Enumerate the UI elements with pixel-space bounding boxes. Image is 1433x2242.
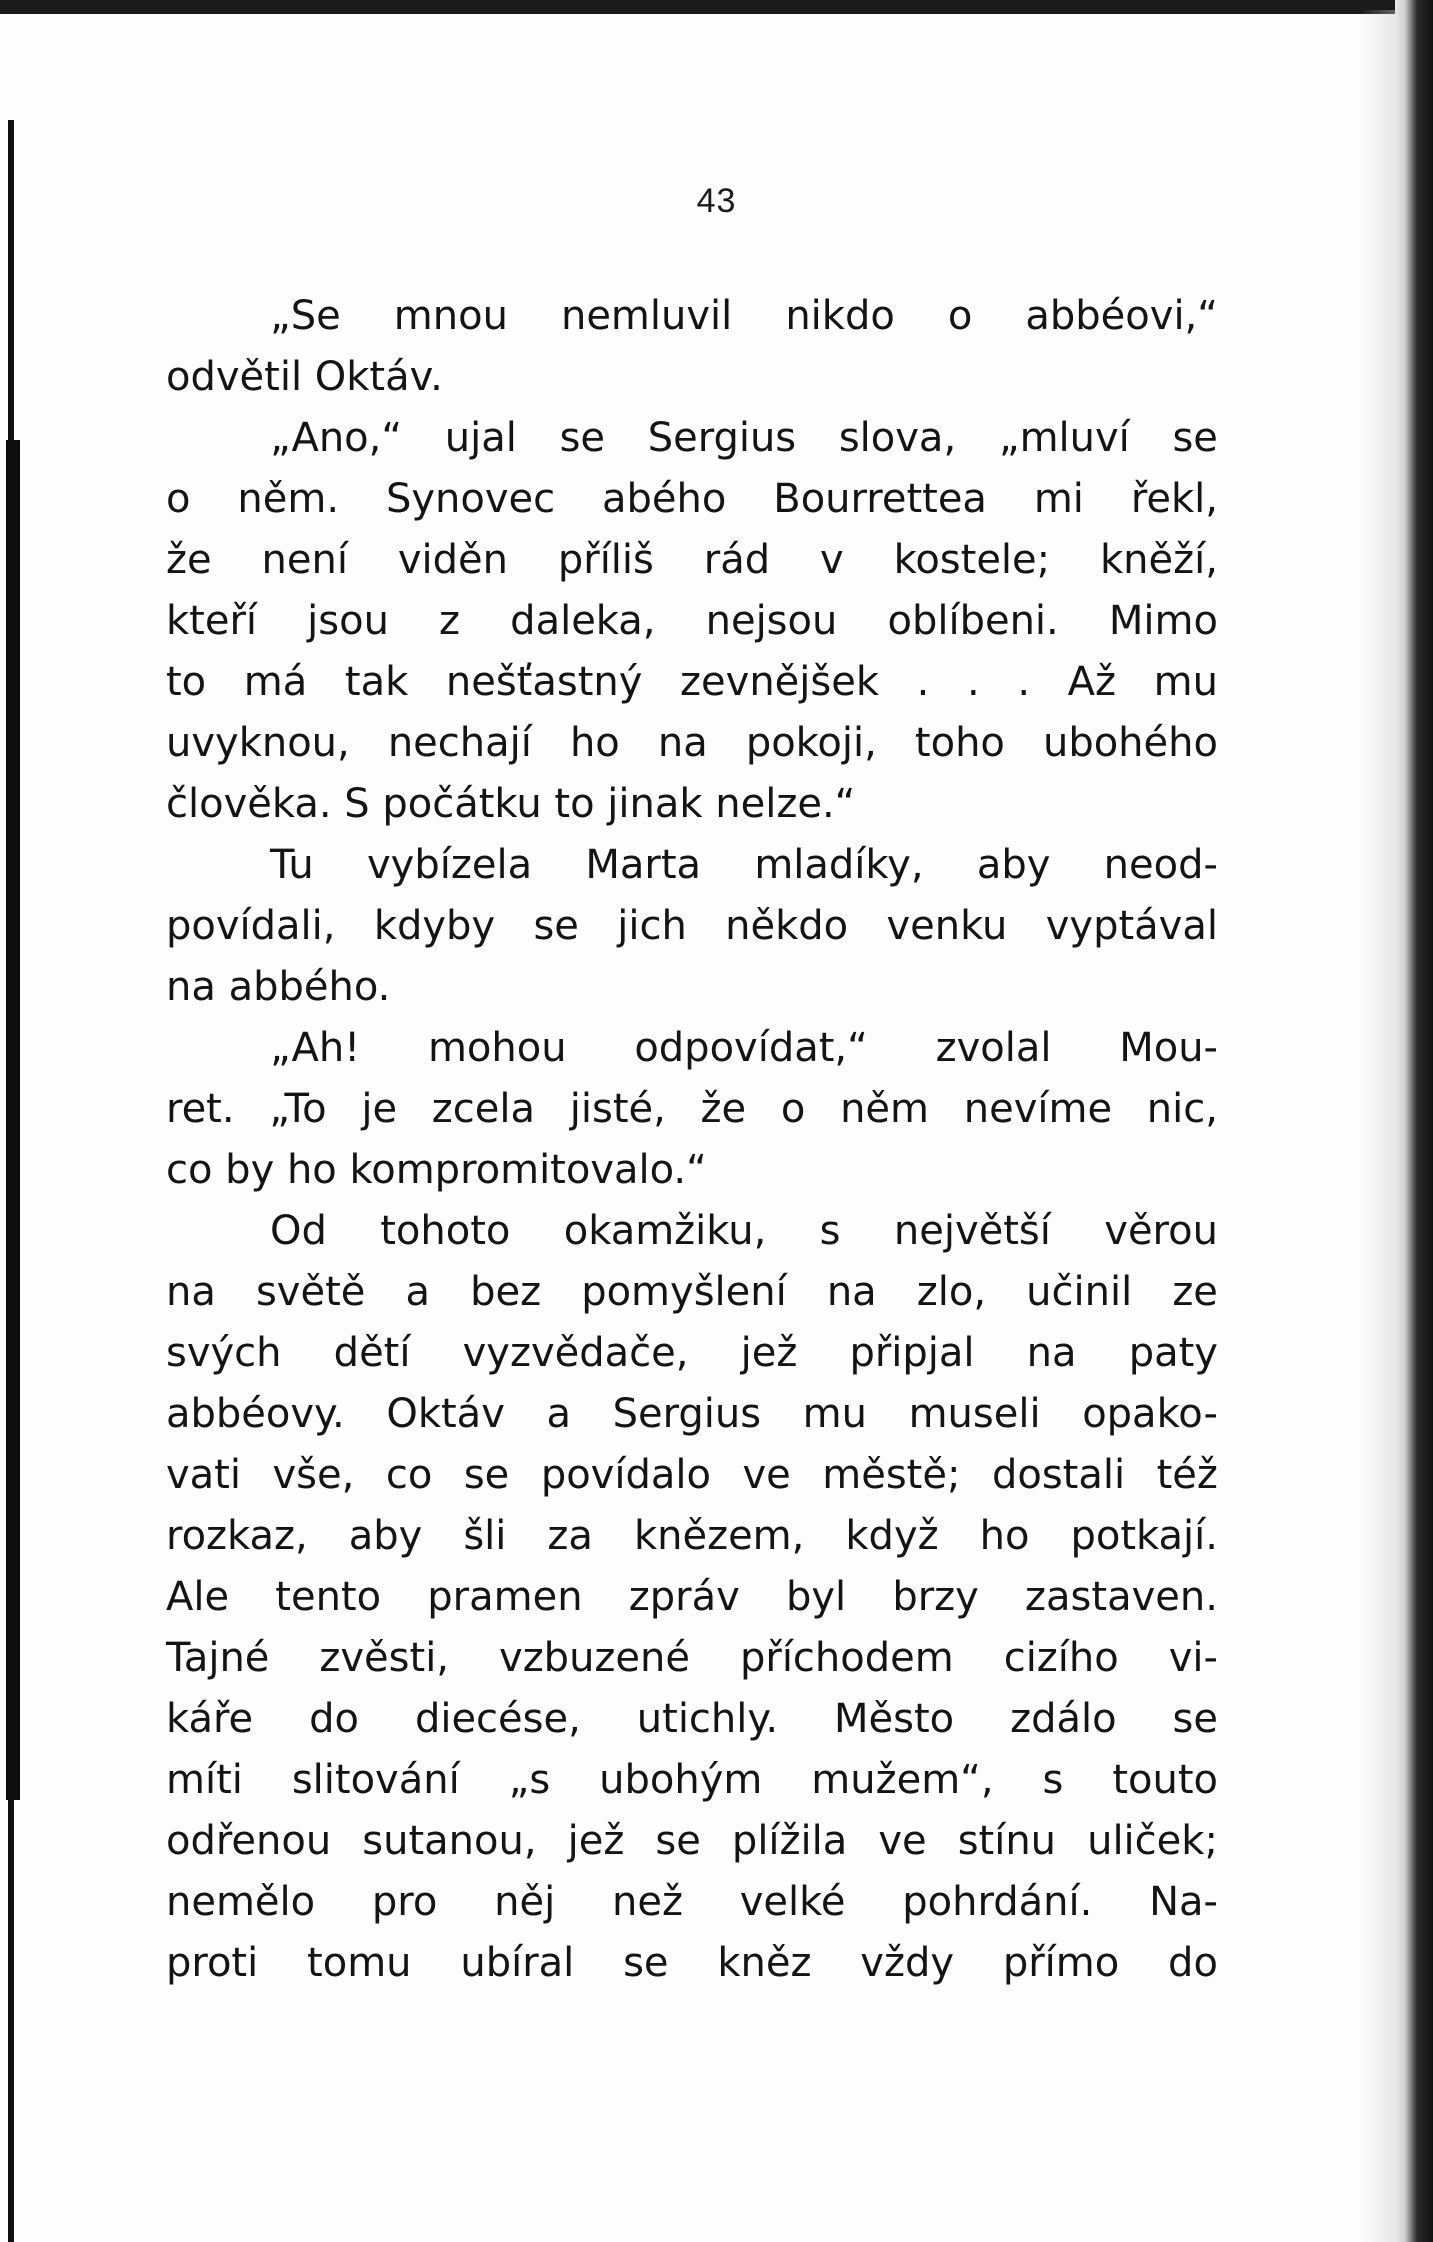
word: uvyknou, [166,720,350,766]
word: ubohého [1042,720,1218,766]
word: kněz [717,1940,812,1986]
word: nic, [1146,1086,1218,1132]
word: slova, [838,415,957,461]
word: nemluvil [560,293,733,339]
word: zpráv [628,1574,740,1620]
word: co [385,1452,433,1498]
word: abbéovi,“ [1025,293,1218,339]
word: opako- [1082,1391,1218,1437]
word: vyptával [1045,903,1218,949]
word: viděn [397,537,508,583]
word: se [1172,1696,1218,1742]
text-line [166,1933,1218,1994]
word: pomyšlení [581,1269,787,1315]
text-line [166,286,1218,347]
word: uliček; [1087,1818,1218,1864]
word: povídali, [166,903,336,949]
word: abého [602,476,727,522]
word: povídalo [540,1452,711,1498]
word: ve [878,1818,927,1864]
word: paty [1128,1330,1218,1376]
word: na [826,1269,877,1315]
word: vyzvědače, [462,1330,689,1376]
word: touto [1112,1757,1218,1803]
word: když [845,1513,939,1559]
text-line [166,1384,1218,1445]
word: „Ano,“ [270,415,403,461]
word: odpovídat,“ [634,1025,868,1071]
word: potkají. [1070,1513,1218,1559]
word: vati [166,1452,241,1498]
text-line [166,1018,1218,1079]
word: tento [275,1574,382,1620]
text-line [166,1689,1218,1750]
word: nechají [387,720,532,766]
word: kněží, [1100,537,1218,583]
text-line: člověka. S počátku to jinak nelze.“ [166,781,856,827]
text-line: co by ho kompromitovalo.“ [166,1147,707,1193]
word: tohoto [380,1208,511,1254]
word: cizího [1003,1635,1119,1681]
word: učinil [1026,1269,1133,1315]
scan-border-left-shadow [6,440,20,1800]
word: velké [739,1879,846,1925]
word: o [166,476,191,522]
word: se [463,1452,510,1498]
word: jisté, [569,1086,666,1132]
word: knězem, [633,1513,805,1559]
word: . [1017,659,1031,705]
word: vybízela [367,842,533,888]
word: zastaven. [1025,1574,1218,1620]
scan-border-top [0,0,1433,14]
word: ho [569,720,620,766]
word: pramen [427,1574,583,1620]
word: někdo [725,903,849,949]
page-edge-shadow [1360,10,1398,2242]
word: městě; [822,1452,961,1498]
page-number: 43 [696,182,737,220]
word: něj [494,1879,556,1925]
word: zdálo [1010,1696,1117,1742]
word: a [546,1391,571,1437]
word: příliš [557,537,654,583]
text-line [166,1872,1218,1933]
word: a [405,1269,430,1315]
word: tomu [307,1940,412,1986]
word: slitování [291,1757,460,1803]
text-line: na abbého. [166,964,391,1010]
word: rád [703,537,771,583]
word: neod- [1103,842,1218,888]
text-line [166,1262,1218,1323]
word: utichly. [636,1696,779,1742]
word: . [916,659,930,705]
word: „Ah! [270,1025,361,1071]
word: Tajné [166,1635,270,1681]
word: přímo [1002,1940,1120,1986]
word: Oktáv [386,1391,505,1437]
word: jsou [307,598,389,644]
word: je [361,1086,398,1132]
word: proti [166,1940,259,1986]
word: museli [908,1391,1041,1437]
text-line [166,1811,1218,1872]
word: nikdo [785,293,895,339]
text-line [166,1628,1218,1689]
word: plížila [731,1818,848,1864]
word: bez [470,1269,542,1315]
word: na [657,720,708,766]
body-text [166,286,1218,1994]
word: se [533,903,579,949]
word: zevnějšek [680,659,880,705]
word: nevíme [963,1086,1113,1132]
word: dostali [991,1452,1126,1498]
word: než [611,1879,683,1925]
word: Bourrettea [773,476,987,522]
word: kostele; [893,537,1051,583]
word: byl [785,1574,847,1620]
word: venku [886,903,1008,949]
word: ujal [444,415,517,461]
word: ho [979,1513,1030,1559]
text-line [166,1567,1218,1628]
word: abbéovy. [166,1391,345,1437]
word: Na- [1149,1879,1218,1925]
word: nejsou [705,598,838,644]
word: vždy [860,1940,955,1986]
word: s [1042,1757,1064,1803]
text-line [166,713,1218,774]
word: s [819,1208,841,1254]
word: ze [1172,1269,1218,1315]
word: daleka, [510,598,656,644]
word: jež [740,1330,798,1376]
word: pohrdání. [902,1879,1093,1925]
word: se [655,1818,701,1864]
word: o [780,1086,806,1132]
text-line [166,835,1218,896]
word: okamžiku, [563,1208,767,1254]
word: příchodem [739,1635,954,1681]
word: odřenou [166,1818,332,1864]
word: „mluví [998,415,1130,461]
word: káře [166,1696,254,1742]
text-line [166,1201,1218,1262]
word: jež [567,1818,625,1864]
word: na [166,1269,216,1315]
text-line [166,591,1218,652]
word: aby [976,842,1051,888]
word: v [820,537,844,583]
word: světě [255,1269,366,1315]
word: kteří [166,598,258,644]
word: vše, [272,1452,355,1498]
word: zcela [431,1086,536,1132]
word: mužem“, [811,1757,994,1803]
word: též [1156,1452,1218,1498]
word: . [966,659,980,705]
word: Mou- [1119,1025,1218,1071]
text-line [166,652,1218,713]
word: do [309,1696,359,1742]
word: vzbuzené [499,1635,690,1681]
word: ubohým [599,1757,763,1803]
word: Mimo [1108,598,1218,644]
word: „Se [270,293,341,339]
word: mladíky, [754,842,924,888]
word: na [1026,1330,1077,1376]
word: za [547,1513,593,1559]
word: připjal [849,1330,975,1376]
word: Město [834,1696,955,1742]
word: že [700,1086,747,1132]
word: svých [166,1330,282,1376]
word: to [166,659,207,705]
word: není [261,537,348,583]
text-line [166,1323,1218,1384]
word: sutanou, [362,1818,537,1864]
word: mnou [393,293,508,339]
text-line [166,408,1218,469]
word: se [1172,415,1218,461]
word: o [947,293,973,339]
word: řekl, [1130,476,1218,522]
word: věrou [1104,1208,1218,1254]
word: jich [617,903,687,949]
word: zvěsti, [319,1635,450,1681]
text-line [166,1445,1218,1506]
word: ve [742,1452,791,1498]
word: něm. [237,476,340,522]
word: že [166,537,212,583]
word: Sergius [612,1391,762,1437]
word: zlo, [916,1269,987,1315]
word: nešťastný [445,659,643,705]
word: z [439,598,461,644]
word: vi- [1168,1635,1218,1681]
word: diecése, [414,1696,581,1742]
word: kdyby [373,903,496,949]
word: pokoji, [745,720,877,766]
word: něm [840,1086,930,1132]
word: mohou [427,1025,567,1071]
word: zvolal [935,1025,1052,1071]
word: Tu [270,842,314,888]
word: mi [1033,476,1084,522]
text-line: odvětil Oktáv. [166,354,443,400]
word: stínu [957,1818,1057,1864]
word: mu [1153,659,1218,705]
word: aby [348,1513,423,1559]
word: Sergius [647,415,797,461]
word: tak [344,659,409,705]
text-line [166,1750,1218,1811]
text-line [166,469,1218,530]
word: Od [270,1208,327,1254]
word: se [559,415,606,461]
text-line [166,896,1218,957]
word: rozkaz, [166,1513,308,1559]
word: Až [1067,659,1117,705]
word: šli [463,1513,507,1559]
word: ret. [166,1086,235,1132]
word: dětí [333,1330,411,1376]
word: „s [508,1757,551,1803]
word: brzy [892,1574,979,1620]
word: Marta [585,842,702,888]
word: nemělo [166,1879,316,1925]
word: největší [893,1208,1051,1254]
word: ubíral [460,1940,575,1986]
word: toho [914,720,1005,766]
scan-border-right [1395,0,1433,2242]
word: se [623,1940,669,1986]
text-line [166,1079,1218,1140]
word: Synovec [385,476,556,522]
word: míti [166,1757,243,1803]
word: Ale [166,1574,230,1620]
word: oblíbeni. [887,598,1059,644]
word: do [1168,1940,1218,1986]
word: pro [371,1879,438,1925]
text-line [166,1506,1218,1567]
text-line [166,530,1218,591]
word: „To [269,1086,327,1132]
word: mu [802,1391,867,1437]
word: má [243,659,308,705]
